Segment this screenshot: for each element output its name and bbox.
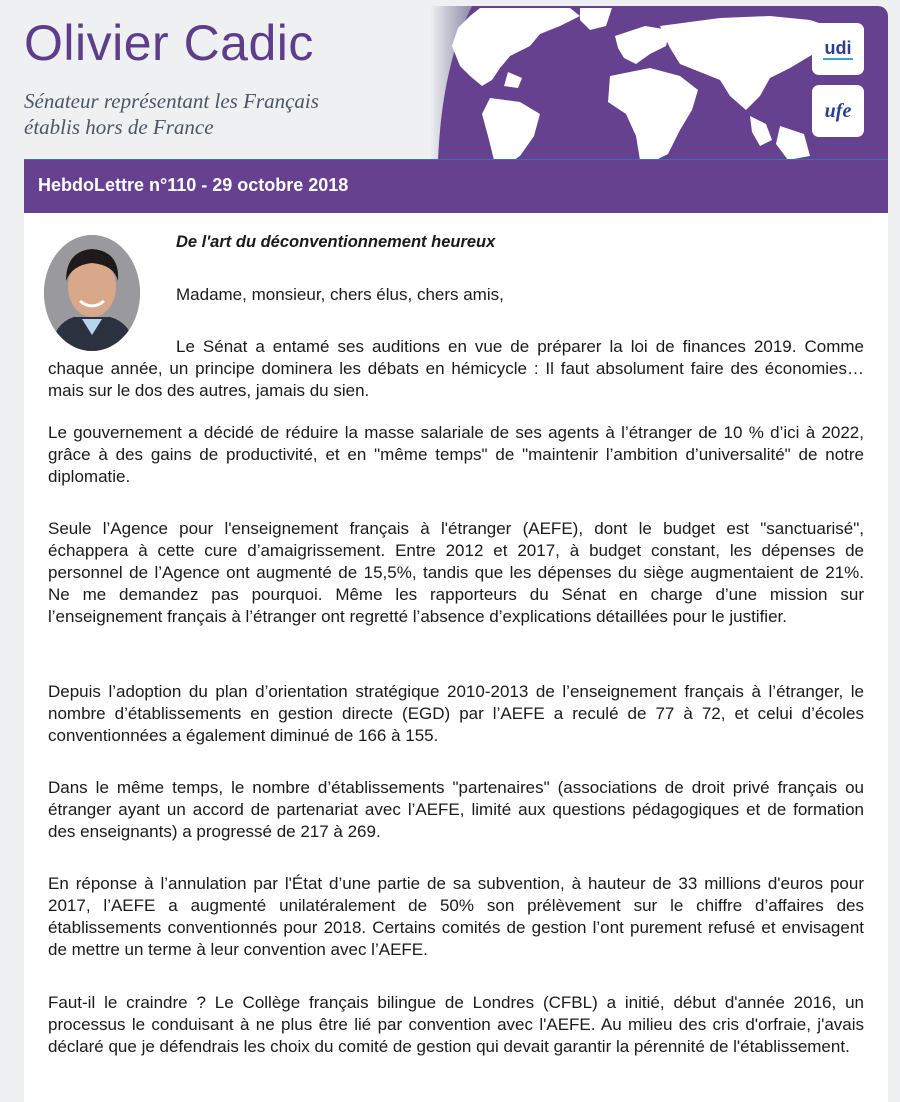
article-content [24,213,888,1102]
paragraph-text: Le Sénat a entamé ses auditions en vue de préparer la loi de finances 2019. Comme chaque année, un principe dominera les débats en hémicycle : Il faut absolument faire des économies… mais sur le dos des autres, jamais du sien. [48,337,864,400]
article-paragraph: Le gouvernement a décidé de réduire la masse salariale de ses agents à l’étranger de 10 % d’ici à 2022, grâce à des gains de productivité, et en "même temps" de "maintenir l’ambition d’universalité" de notre diplomatie. [48,423,864,486]
subtitle-line-2: établis hors de France [24,115,214,139]
ufe-logo [812,85,864,137]
article-paragraph: Seule l’Agence pour l'enseignement français à l'étranger (AEFE), dont le budget est "sanctuarisé", échappera à cette cure d’amaigrissement. Entre 2012 et 2017, à budget constant, les dépenses de personnel de l’Agence ont augmenté de 15,5%, tandis que les dépenses du siège augmentaient de 21%. Ne me demandez pas pourquoi. Même les rapporteurs du Sénat en charge d’une mission sur l’enseignement français à l’étranger ont regretté l’absence d’explications détaillées pour le justifier. [48,519,864,626]
issue-title: HebdoLettre n°110 - 29 octobre 2018 [38,175,349,195]
ufe-logo-text: ufe [824,99,852,122]
senator-name: Olivier Cadic [24,15,314,71]
subtitle-line-1: Sénateur représentant les Français [24,89,319,113]
article-paragraph: Depuis l’adoption du plan d’orientation stratégique 2010-2013 de l’enseignement français à l’étranger, le nombre d’établissements en gestion directe (EGD) par l’AEFE a reculé de 77 à 72, et celui d’écoles conventionnées a également diminué de 166 à 155. [48,682,864,745]
article-greeting: Madame, monsieur, chers élus, chers amis, [176,285,504,304]
newsletter-header [0,0,900,160]
senator-subtitle [24,88,319,140]
article-paragraph: En réponse à l’annulation par l'État d’une partie de sa subvention, à hauteur de 33 millions d'euros pour 2017, l’AEFE a augmenté unilatéralement de 50% son prélèvement sur le chiffre d’affaires des établissements conventionnés pour 2018. Certains comités de gestion l’ont purement refusé et envisagent de mettre un terme à leur convention avec l’AEFE. [48,874,864,959]
article-paragraph: Dans le même temps, le nombre d’établissements "partenaires" (associations de droit privé français ou étranger ayant un accord de partenariat avec l’AEFE, limité aux questions pédagogiques et de formation des enseignants) a progressé de 217 à 269. [48,778,864,841]
article-title: De l'art du déconventionnement heureux [176,233,496,251]
portrait-icon [44,235,140,351]
article-paragraph: Faut-il le craindre ? Le Collège français bilingue de Londres (CFBL) a initié, début d'année 2016, un processus le conduisant à ne plus être lié par convention avec l'AEFE. Au milieu des cris d'orfraie, j'avais déclaré que je défendrais les choix du comité de gestion qui devait garantir la pérennité de l'établissement. [48,993,864,1056]
newsletter-issue-band [24,159,888,213]
udi-logo [812,23,864,75]
senator-avatar [44,235,140,351]
udi-logo-text: udi [824,37,852,58]
udi-logo-underline [823,58,853,60]
article-paragraph [48,336,864,402]
